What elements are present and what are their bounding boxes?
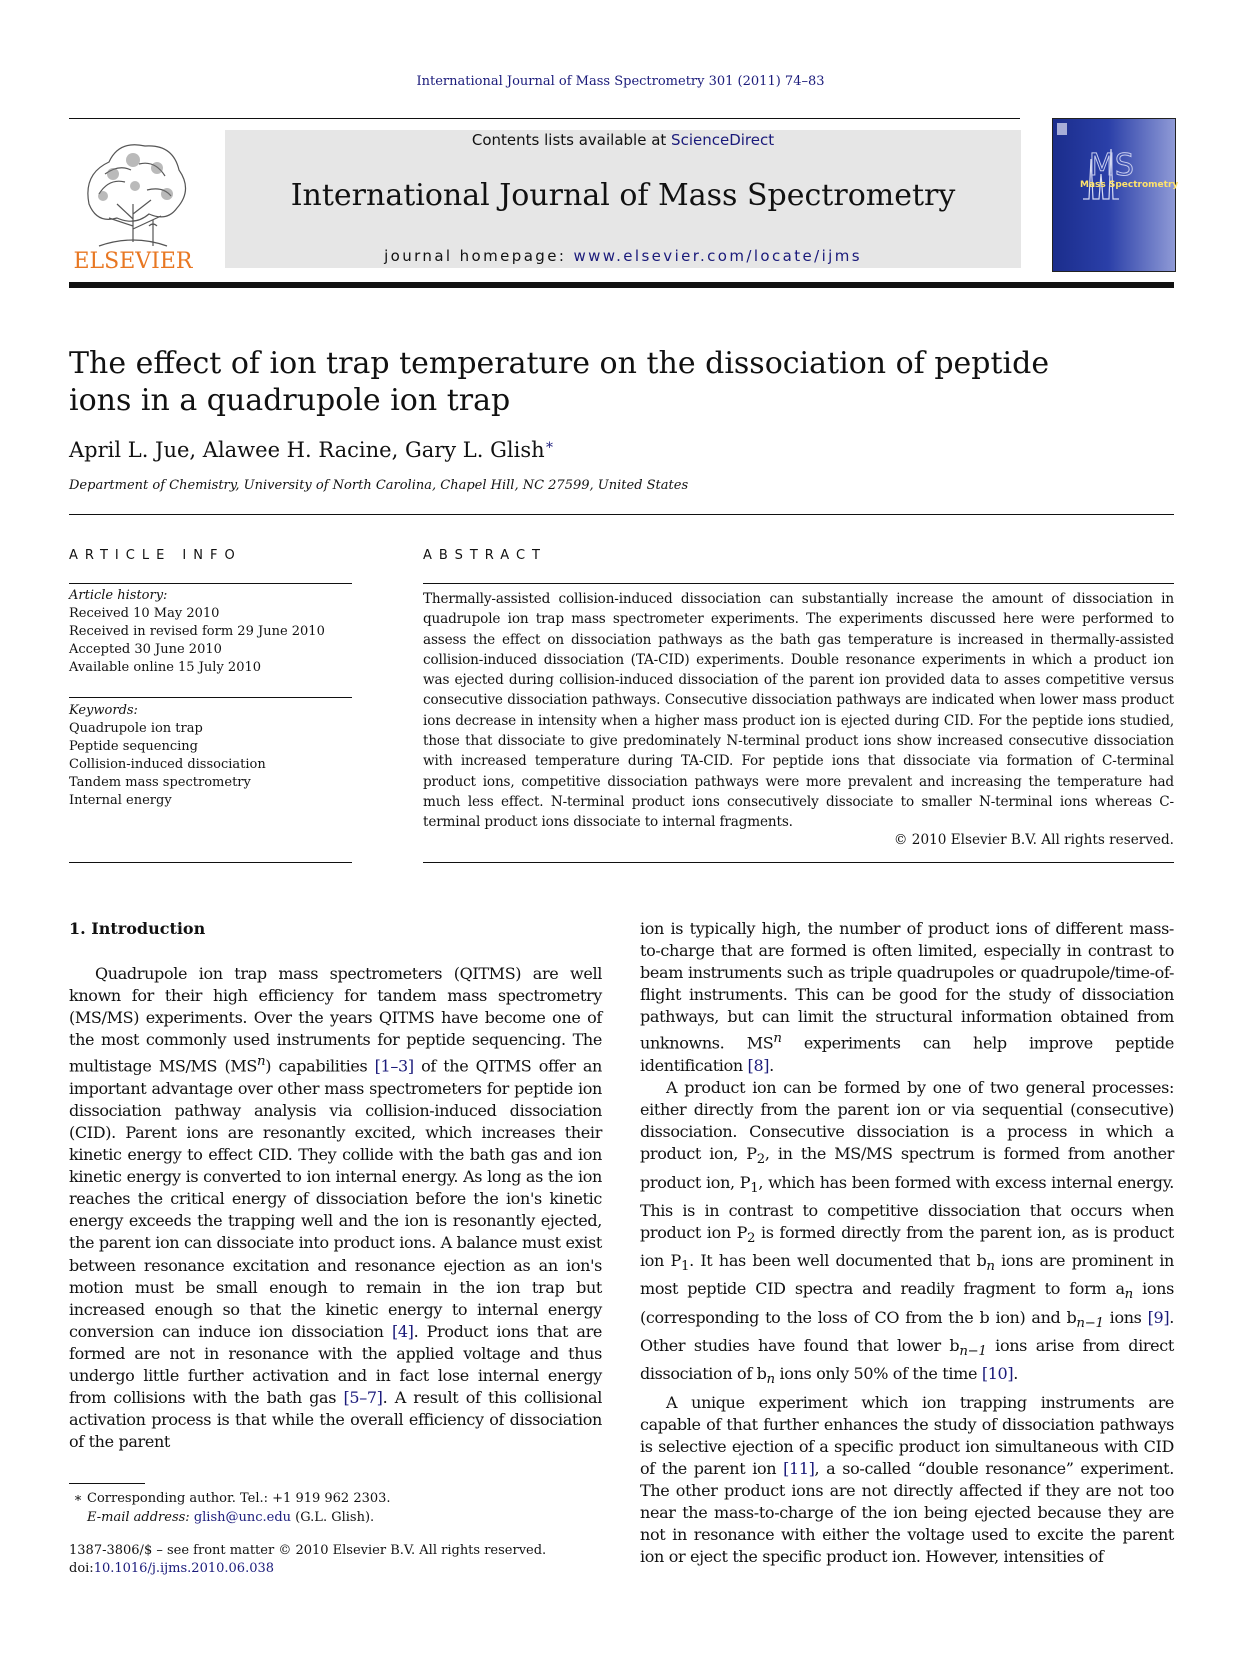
contents-prefix: Contents lists available at <box>471 131 672 149</box>
keyword-item: Peptide sequencing <box>69 739 198 754</box>
abstract-rule <box>423 862 1174 863</box>
section-rule <box>69 514 1174 515</box>
homepage-link[interactable]: www.elsevier.com/locate/ijms <box>573 247 862 265</box>
email-link[interactable]: glish@unc.edu <box>193 1510 292 1525</box>
elsevier-logo <box>69 134 197 274</box>
history-label: Article history: <box>69 588 168 603</box>
homepage-prefix: journal homepage: <box>384 247 574 265</box>
footnote-rule <box>69 1483 145 1484</box>
email-label: E-mail address: <box>87 1510 194 1525</box>
cover-title: Mass Spectrometry <box>1080 180 1179 190</box>
history-online: Available online 15 July 2010 <box>69 660 262 675</box>
affiliation: Department of Chemistry, University of North Carolina, Chapel Hill, NC 27599, United States <box>69 478 689 493</box>
footnote-mark: ∗ <box>73 1491 83 1506</box>
article-info-rule <box>69 862 352 863</box>
keywords <box>69 702 266 810</box>
footnote <box>69 1489 391 1527</box>
paragraph: A product ion can be formed by one of two general processes: either directly from the parent ion or via sequential (consecutive) dissociation. Consecutive dissociation is a process in which a product ion, $P_2$, in the MS/MS spectrum is formed from another product ion, $P_1$, which has been formed with excess internal energy. This is in contrast to competitive dissociation that occurs when product ion $P_2$ is formed directly from the parent ion, as is product ion $P_1$. It has been well documented that $b_n$ ions are prominent in most peptide CID spectra and readily fragment to form $a_n$ ions (corresponding to the loss of CO from the b ion) and $b_{n-1}$ ions [9]. Other studies have found that lower $b_{n-1}$ ions arise from direct dissociation of $b_n$ ions only 50% of the time [10]. <box>640 1077 1175 1388</box>
article-info-rule <box>69 697 352 698</box>
keyword-item: Internal energy <box>69 793 172 808</box>
abstract-heading: ABSTRACT <box>423 548 547 563</box>
footnote-text: Corresponding author. Tel.: +1 919 962 2303. <box>87 1491 391 1506</box>
journal-reference[interactable]: International Journal of Mass Spectrometry 301 (2011) 74–83 <box>416 74 825 89</box>
body-column-right <box>640 918 1174 1568</box>
paragraph: A unique experiment which ion trapping instruments are capable of that further enhances the study of dissociation pathways is selective ejection of a specific product ion simultaneous with CID of the parent ion [11], a so-called “double resonance” experiment. The other product ions are not directly affected if they are not too near the mass-to-charge of the ion being ejected because they are not in resonance with either the voltage used to excite the parent ion or eject the specific product ion. However, intensities of <box>640 1392 1174 1567</box>
cover-spectrum-icon <box>1053 119 1175 271</box>
history-accepted: Accepted 30 June 2010 <box>69 642 222 657</box>
sciencedirect-link[interactable]: ScienceDirect <box>671 131 775 149</box>
email-suffix: (G.L. Glish). <box>291 1510 375 1525</box>
header-rule <box>69 118 1020 119</box>
paper-title: The effect of ion trap temperature on the dissociation of peptide ions in a quadrupole ion trap <box>69 346 1050 418</box>
elsevier-wordmark: ELSEVIER <box>73 249 193 274</box>
citation-link[interactable]: [11] <box>783 1458 815 1478</box>
authors-text: April L. Jue, Alawee H. Racine, Gary L. Glish <box>69 438 545 462</box>
keywords-label: Keywords: <box>69 703 138 718</box>
contents-line <box>225 131 1021 149</box>
svg-text:MS: MS <box>1089 148 1134 183</box>
history-received: Received 10 May 2010 <box>69 606 220 621</box>
journal-name: International Journal of Mass Spectrometry <box>290 178 956 213</box>
citation-link[interactable]: [10] <box>981 1364 1014 1384</box>
elsevier-tree-icon <box>69 134 197 274</box>
doi-prefix: doi: <box>69 1561 94 1576</box>
article-info-rule <box>69 583 352 584</box>
citation-link[interactable]: [9] <box>1147 1307 1170 1327</box>
keyword-item: Tandem mass spectrometry <box>69 775 251 790</box>
corresponding-author-mark[interactable]: ∗ <box>544 437 555 453</box>
section-heading-introduction: 1. Introduction <box>69 919 206 938</box>
body-column-left <box>69 963 602 1453</box>
citation-link[interactable]: [4] <box>391 1321 414 1341</box>
abstract-text: Thermally-assisted collision-induced dissociation can substantially increase the amount of dissociation in quadrupole ion trap mass spectrometer experiments. The experiments discussed here were performed to assess the effect on dissociation pathways as the bath gas temperature is increased in thermally-assisted collision-induced dissociation (TA-CID) experiments. Double resonance experiments in which a product ion was ejected during collision-induced dissociation of the parent ion provided data to asses competitive versus consecutive dissociation pathways. Consecutive dissociation pathways are indicated when lower mass product ions decrease in intensity when a higher mass product ion is ejected during CID. For the peptide ions studied, those that dissociate to give predominately N-terminal product ions show increased consecutive dissociation with increased temperature during TA-CID. For peptide ions that dissociate via formation of C-terminal product ions, competitive dissociation pathways were more prevalent and increasing the temperature had much less effect. N-terminal product ions consecutively dissociate to smaller N-terminal ions whereas C-terminal product ions dissociate to internal fragments. <box>423 591 1174 831</box>
keyword-item: Quadrupole ion trap <box>69 721 203 736</box>
article-info-heading: ARTICLE INFO <box>69 548 242 563</box>
homepage-line <box>225 247 1021 265</box>
abstract-rule <box>423 583 1174 584</box>
history-revised: Received in revised form 29 June 2010 <box>69 624 325 639</box>
issn-line: 1387-3806/$ – see front matter © 2010 Elsevier B.V. All rights reserved. <box>69 1543 547 1558</box>
front-matter <box>69 1542 546 1578</box>
journal-cover[interactable] <box>1052 118 1179 272</box>
citation-link[interactable]: [1–3] <box>374 1056 414 1076</box>
keyword-item: Collision-induced dissociation <box>69 757 266 772</box>
header-thick-rule <box>69 282 1174 288</box>
citation-link[interactable]: [5–7] <box>343 1388 383 1408</box>
citation-link[interactable]: [8] <box>747 1055 770 1075</box>
abstract-copyright: © 2010 Elsevier B.V. All rights reserved. <box>893 832 1174 848</box>
doi-link[interactable]: 10.1016/j.ijms.2010.06.038 <box>93 1561 275 1576</box>
paragraph: ion is typically high, the number of product ions of different mass-to-charge that are formed is often limited, especially in contrast to beam instruments such as triple quadrupoles or quadrupole/time-of-flight instruments. This can be good for the study of dissociation pathways, but can limit the structural information obtained from unknowns. $MS^n$ experiments can help improve peptide identification [8]. <box>640 919 1174 1075</box>
author-list <box>69 437 554 462</box>
paragraph: Quadrupole ion trap mass spectrometers (QITMS) are well known for their high efficiency for tandem mass spectrometry (MS/MS) experiments. Over the years QITMS have become one of the most commonly used instruments for peptide sequencing. The multistage MS/MS $(MS^n)$ capabilities [1–3] of the QITMS offer an important advantage over other mass spectrometers for peptide ion dissociation pathway analysis via collision-induced dissociation (CID). Parent ions are resonantly excited, which increases their kinetic energy to effect CID. They collide with the bath gas and ion kinetic energy is converted to ion internal energy. As long as the ion reaches the critical energy of dissociation before the ion's kinetic energy exceeds the trapping well and the ion is resonantly ejected, the parent ion can dissociate into product ions. A balance must exist between resonance excitation and resonance ejection as an ion's motion must be small enough to remain in the ion trap but increased enough so that the kinetic energy to internal energy conversion can induce ion dissociation [4]. Product ions that are formed are not in resonance with the applied voltage and thus undergo little further activation and in fact lose internal energy from collisions with the bath gas [5–7]. A result of this collisional activation process is that while the overall efficiency of dissociation of the parent <box>69 964 602 1452</box>
article-history <box>69 587 325 677</box>
